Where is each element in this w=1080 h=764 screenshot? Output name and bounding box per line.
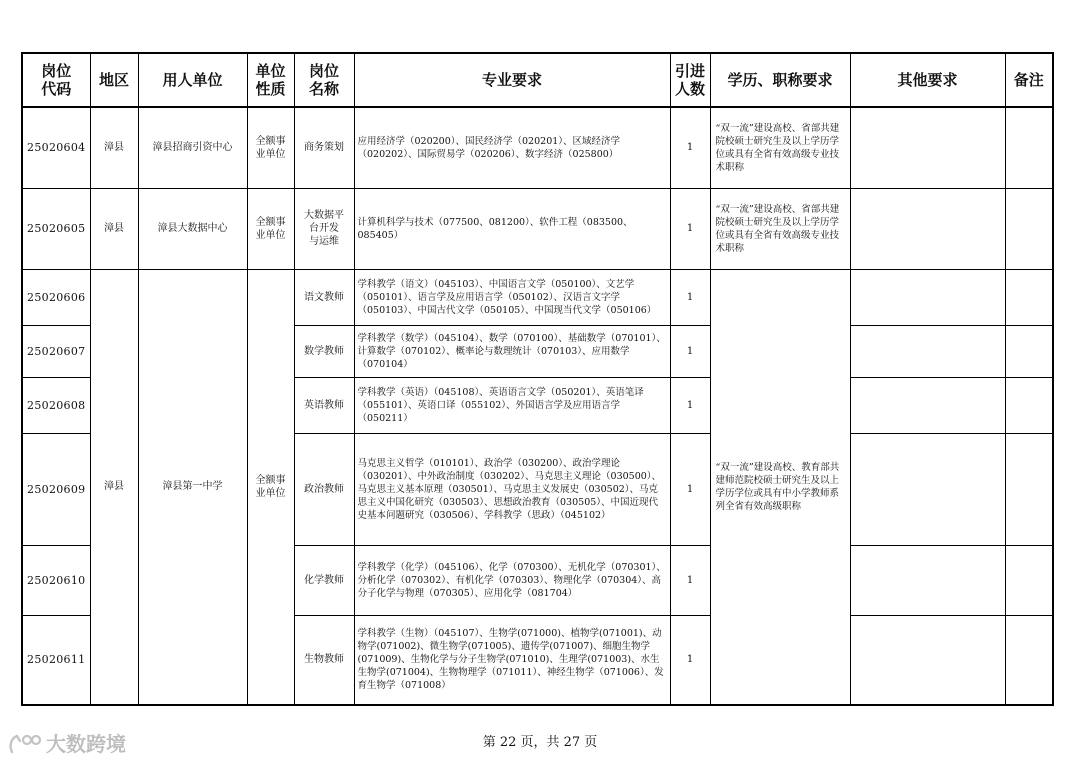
remark-cell bbox=[1005, 377, 1053, 433]
hire-count: 1 bbox=[670, 615, 710, 705]
page-number: 第 22 页，共 27 页 bbox=[482, 735, 598, 750]
post-code: 25020605 bbox=[22, 188, 90, 269]
recruitment-table bbox=[21, 52, 1054, 706]
remark-cell bbox=[1005, 433, 1053, 545]
other-requirement bbox=[850, 269, 1005, 325]
unit-type-cell: 全额事 业单位 bbox=[247, 188, 294, 269]
major-requirement: 计算机科学与技术（077500、081200）、软件工程（083500、085405） bbox=[354, 188, 670, 269]
header-count: 引进 人数 bbox=[670, 53, 710, 107]
header-major: 专业要求 bbox=[354, 53, 670, 107]
major-requirement: 马克思主义哲学（010101）、政治学（030200）、政治学理论（030201）、中外政治制度（030202）、马克思主义理论（030500）、马克思主义基本原理（030501）、马克思主义发展史（030502）、马克思主义中国化研究（030503）、思想政治教育（030505）、中国近现代史基本问题研究（030506）、学科教学（思政）（045102） bbox=[354, 433, 670, 545]
region-cell: 漳县 bbox=[90, 188, 138, 269]
other-requirement bbox=[850, 615, 1005, 705]
region-cell: 漳县 bbox=[90, 269, 138, 705]
table-row bbox=[22, 269, 1053, 325]
post-name-cell: 商务策划 bbox=[294, 107, 354, 188]
remark-cell bbox=[1005, 269, 1053, 325]
unit-type-cell: 全额事 业单位 bbox=[247, 269, 294, 705]
header-employer: 用人单位 bbox=[138, 53, 247, 107]
post-code: 25020610 bbox=[22, 545, 90, 615]
other-requirement bbox=[850, 188, 1005, 269]
hire-count: 1 bbox=[670, 325, 710, 377]
hire-count: 1 bbox=[670, 433, 710, 545]
hire-count: 1 bbox=[670, 545, 710, 615]
hire-count: 1 bbox=[670, 377, 710, 433]
post-code: 25020604 bbox=[22, 107, 90, 188]
post-code: 25020607 bbox=[22, 325, 90, 377]
post-name-cell: 数学教师 bbox=[294, 325, 354, 377]
other-requirement bbox=[850, 545, 1005, 615]
header-other: 其他要求 bbox=[850, 53, 1005, 107]
major-requirement: 学科教学（语文）（045103）、中国语言文学（050100）、文艺学（050101）、语言学及应用语言学（050102）、汉语言文字学（050103）、中国古代文学（050105）、中国现当代文学（050106） bbox=[354, 269, 670, 325]
other-requirement bbox=[850, 377, 1005, 433]
hire-count: 1 bbox=[670, 107, 710, 188]
header-region: 地区 bbox=[90, 53, 138, 107]
header-code: 岗位 代码 bbox=[22, 53, 90, 107]
major-requirement: 学科教学（化学）（045106）、化学（070300）、无机化学（070301）、分析化学（070302）、有机化学（070303）、物理化学（070304）、高分子化学与物理（070305）、应用化学（081704） bbox=[354, 545, 670, 615]
remark-cell bbox=[1005, 107, 1053, 188]
employer-cell: 漳县大数据中心 bbox=[138, 188, 247, 269]
other-requirement bbox=[850, 433, 1005, 545]
remark-cell bbox=[1005, 188, 1053, 269]
employer-cell: 漳县招商引资中心 bbox=[138, 107, 247, 188]
region-cell: 漳县 bbox=[90, 107, 138, 188]
post-name-cell: 生物教师 bbox=[294, 615, 354, 705]
header-post-name: 岗位 名称 bbox=[294, 53, 354, 107]
unit-type-cell: 全额事 业单位 bbox=[247, 107, 294, 188]
table-row bbox=[22, 188, 1053, 269]
header-unit-type: 单位 性质 bbox=[247, 53, 294, 107]
hire-count: 1 bbox=[670, 269, 710, 325]
page-footer bbox=[0, 731, 1080, 750]
other-requirement bbox=[850, 107, 1005, 188]
other-requirement bbox=[850, 325, 1005, 377]
table-row bbox=[22, 107, 1053, 188]
post-code: 25020611 bbox=[22, 615, 90, 705]
table-header-row bbox=[22, 53, 1053, 107]
post-code: 25020606 bbox=[22, 269, 90, 325]
remark-cell bbox=[1005, 615, 1053, 705]
post-code: 25020608 bbox=[22, 377, 90, 433]
major-requirement: 学科教学（英语）（045108）、英语语言文学（050201）、英语笔译（055101）、英语口译（055102）、外国语言学及应用语言学（050211） bbox=[354, 377, 670, 433]
education-requirement: “双一流”建设高校、教育部共建师范院校硕士研究生及以上学历学位或具有中小学教师系列全省有效高级职称 bbox=[710, 269, 850, 705]
education-requirement: “双一流”建设高校、省部共建院校硕士研究生及以上学历学位或具有全省有效高级专业技术职称 bbox=[710, 107, 850, 188]
hire-count: 1 bbox=[670, 188, 710, 269]
post-code: 25020609 bbox=[22, 433, 90, 545]
remark-cell bbox=[1005, 545, 1053, 615]
post-name-cell: 化学教师 bbox=[294, 545, 354, 615]
post-name-cell: 大数据平 台开发 与运维 bbox=[294, 188, 354, 269]
major-requirement: 应用经济学（020200）、国民经济学（020201）、区域经济学（020202）、国际贸易学（020206）、数字经济（025800） bbox=[354, 107, 670, 188]
employer-cell: 漳县第一中学 bbox=[138, 269, 247, 705]
header-remark: 备注 bbox=[1005, 53, 1053, 107]
post-name-cell: 政治教师 bbox=[294, 433, 354, 545]
header-education: 学历、职称要求 bbox=[710, 53, 850, 107]
watermark-text: 大数跨境 bbox=[46, 732, 126, 756]
education-requirement: “双一流”建设高校、省部共建院校硕士研究生及以上学历学位或具有全省有效高级专业技术职称 bbox=[710, 188, 850, 269]
post-name-cell: 英语教师 bbox=[294, 377, 354, 433]
post-name-cell: 语文教师 bbox=[294, 269, 354, 325]
remark-cell bbox=[1005, 325, 1053, 377]
major-requirement: 学科教学（数学）（045104）、数学（070100）、基础数学（070101）、计算数学（070102）、概率论与数理统计（070103）、应用数学（070104） bbox=[354, 325, 670, 377]
major-requirement: 学科教学（生物）（045107）、生物学(071000)、植物学(071001)、动物学(071002)、微生物学(071005)、遗传学(071007)、细胞生物学(071009)、生物化学与分子生物学(071010)、生理学(071003)、水生生物学(071004)、生物物理学（071011）、神经生物学（071006）、发育生物学（071008） bbox=[354, 615, 670, 705]
